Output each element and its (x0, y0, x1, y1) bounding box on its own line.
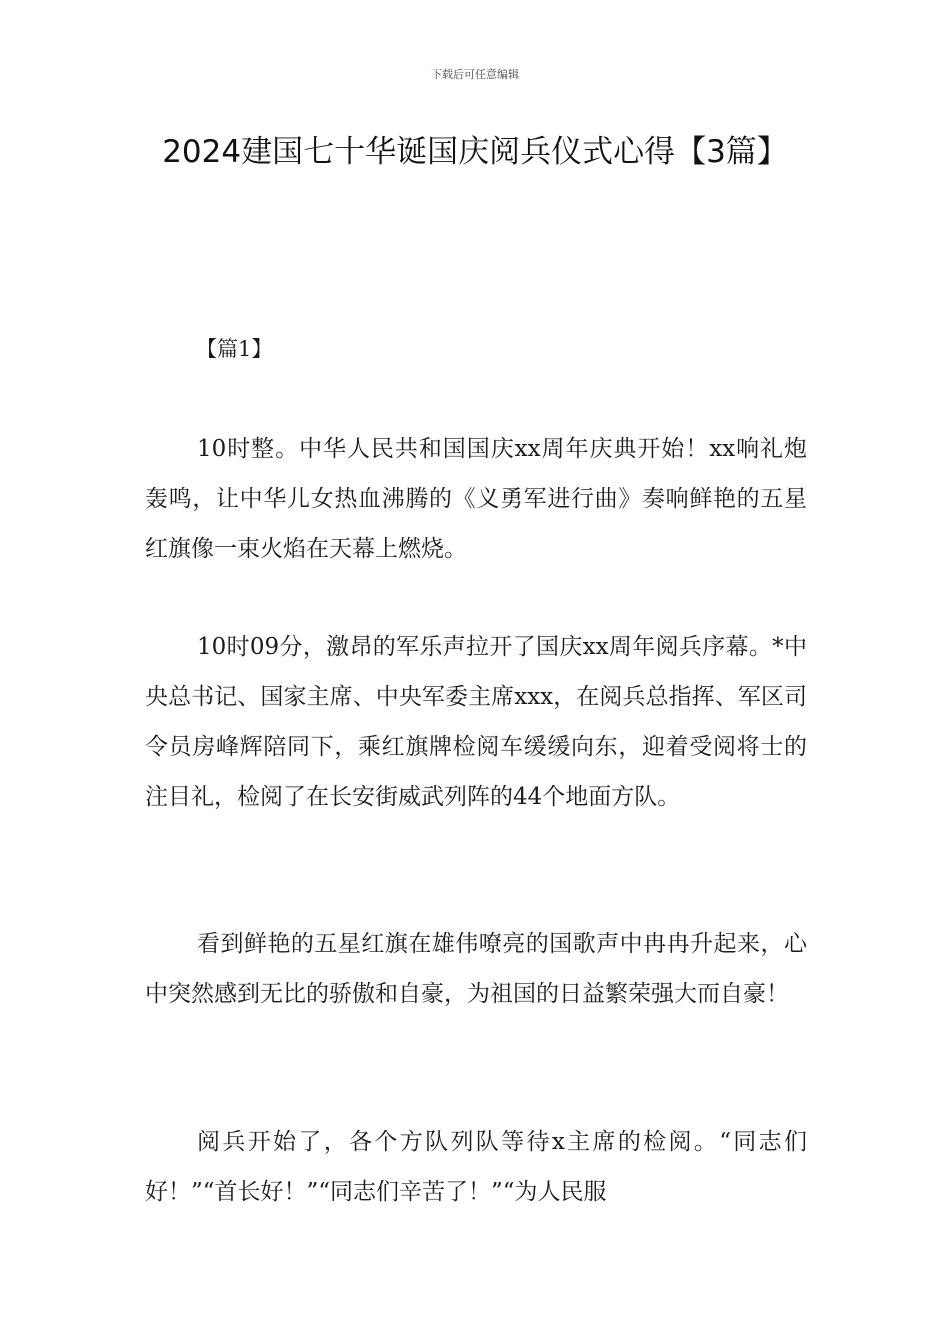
header-note: 下载后可任意编辑 (431, 68, 519, 81)
document-title: 2024建国七十华诞国庆阅兵仪式心得【3篇】 (162, 134, 788, 170)
body-paragraph-3: 看到鲜艳的五星红旗在雄伟嘹亮的国歌声中冉冉升起来，心中突然感到无比的骄傲和自豪，为祖国的日益繁荣强大而自豪！ (145, 931, 807, 1007)
section-label: 【篇1】 (196, 337, 273, 361)
body-paragraph-1: 10时整。中华人民共和国国庆xx周年庆典开始！xx响礼炮轰鸣，让中华儿女热血沸腾的《义勇军进行曲》奏响鲜艳的五星红旗像一束火焰在天幕上燃烧。 (145, 436, 807, 562)
body-paragraph-2: 10时09分，激昂的军乐声拉开了国庆xx周年阅兵序幕。*中央总书记、国家主席、中央军委主席xxx，在阅兵总指挥、军区司令员房峰辉陪同下，乘红旗牌检阅车缓缓向东，迎着受阅将士的注目礼，检阅了在长安街威武列阵的44个地面方队。 (145, 634, 807, 810)
body-paragraph-4: 阅兵开始了，各个方队列队等待x主席的检阅。“同志们好！”“首长好！”“同志们辛苦了！”“为人民服 (145, 1129, 807, 1205)
